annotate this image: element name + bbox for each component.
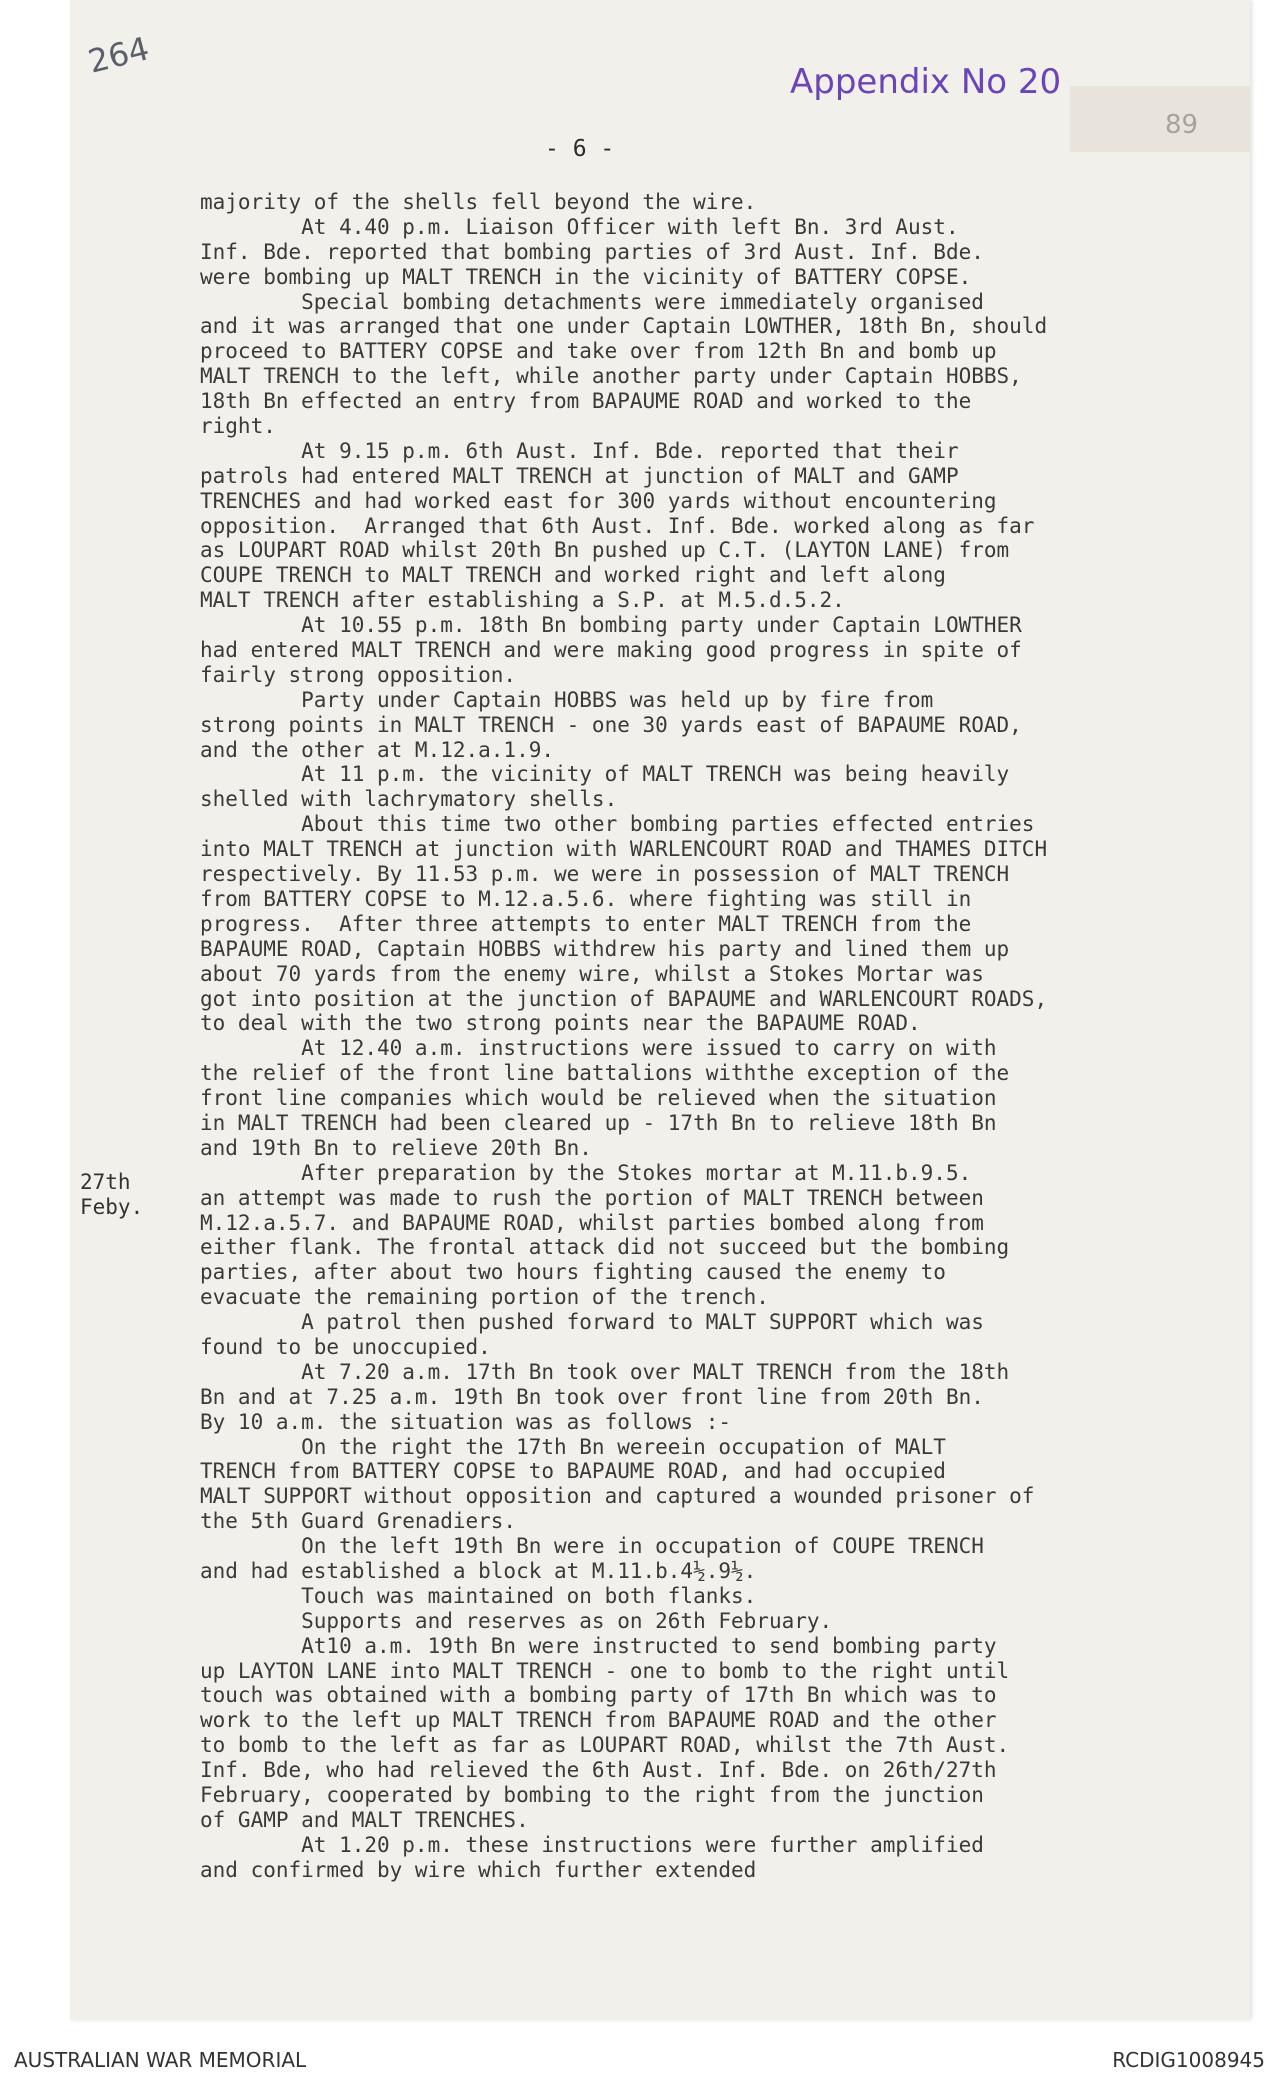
- text-line: parties, after about two hours fighting caused the enemy to: [200, 1260, 946, 1285]
- text-line: Touch was maintained on both flanks.: [200, 1583, 757, 1608]
- text-line: At10 a.m. 19th Bn were instructed to send bombing party: [200, 1633, 997, 1658]
- text-line: COUPE TRENCH to MALT TRENCH and worked right and left along: [200, 563, 946, 588]
- text-line: TRENCH from BATTERY COPSE to BAPAUME ROAD, and had occupied: [200, 1459, 946, 1484]
- text-line: proceed to BATTERY COPSE and take over from 12th Bn and bomb up: [200, 339, 997, 364]
- text-line: up LAYTON LANE into MALT TRENCH - one to bomb to the right until: [200, 1658, 1010, 1683]
- text-line: Inf. Bde. reported that bombing parties of 3rd Aust. Inf. Bde.: [200, 239, 984, 264]
- text-line: strong points in MALT TRENCH - one 30 yards east of BAPAUME ROAD,: [200, 712, 1022, 737]
- text-line: had entered MALT TRENCH and were making good progress in spite of: [200, 638, 1022, 663]
- text-line: Supports and reserves as on 26th February.: [200, 1608, 833, 1633]
- text-line: work to the left up MALT TRENCH from BAPAUME ROAD and the other: [200, 1708, 997, 1733]
- text-line: an attempt was made to rush the portion of MALT TRENCH between: [200, 1185, 984, 1210]
- text-line: respectively. By 11.53 p.m. we were in possession of MALT TRENCH: [200, 862, 1010, 887]
- text-line: M.12.a.5.7. and BAPAUME ROAD, whilst parties bombed along from: [200, 1210, 984, 1235]
- text-line: patrols had entered MALT TRENCH at junction of MALT and GAMP: [200, 463, 959, 488]
- text-line: and it was arranged that one under Captain LOWTHER, 18th Bn, should: [200, 314, 1048, 339]
- text-line: as LOUPART ROAD whilst 20th Bn pushed up C.T. (LAYTON LANE) from: [200, 538, 1010, 563]
- text-line: to deal with the two strong points near the BAPAUME ROAD.: [200, 1011, 921, 1036]
- text-line: found to be unoccupied.: [200, 1334, 491, 1359]
- text-line: front line companies which would be relieved when the situation: [200, 1086, 997, 1111]
- text-line: and 19th Bn to relieve 20th Bn.: [200, 1135, 592, 1160]
- corner-mark: 264: [84, 29, 153, 81]
- text-line: the 5th Guard Grenadiers.: [200, 1509, 517, 1534]
- text-line: TRENCHES and had worked east for 300 yards without encountering: [200, 488, 997, 513]
- footer: [0, 2048, 1283, 2078]
- text-line: Special bombing detachments were immediately organised: [200, 289, 984, 314]
- appendix-label: Appendix No 20: [790, 62, 1062, 102]
- text-line: MALT TRENCH to the left, while another party under Captain HOBBS,: [200, 364, 1022, 389]
- text-line: touch was obtained with a bombing party of 17th Bn which was to: [200, 1683, 997, 1708]
- text-line: Inf. Bde, who had relieved the 6th Aust. Inf. Bde. on 26th/27th: [200, 1758, 997, 1783]
- text-line: about 70 yards from the enemy wire, whilst a Stokes Mortar was: [200, 961, 984, 986]
- footer-id: RCDIG1008945: [1112, 2048, 1265, 2072]
- folio-number: 89: [1165, 110, 1199, 140]
- text-line: the relief of the front line battalions withthe exception of the: [200, 1061, 1010, 1086]
- margin-note-line: Feby.: [80, 1195, 144, 1219]
- text-line: got into position at the junction of BAPAUME and WARLENCOURT ROADS,: [200, 986, 1048, 1011]
- text-line: Bn and at 7.25 a.m. 19th Bn took over front line from 20th Bn.: [200, 1384, 984, 1409]
- page-number: - 6 -: [545, 136, 615, 162]
- text-line: 18th Bn effected an entry from BAPAUME ROAD and worked to the: [200, 389, 972, 414]
- text-line: into MALT TRENCH at junction with WARLENCOURT ROAD and THAMES DITCH: [200, 837, 1048, 862]
- text-line: and the other at M.12.a.1.9.: [200, 737, 555, 762]
- text-line: A patrol then pushed forward to MALT SUPPORT which was: [200, 1310, 984, 1335]
- typed-text-body: [200, 190, 1047, 1883]
- text-line: right.: [200, 414, 276, 439]
- text-line: At 9.15 p.m. 6th Aust. Inf. Bde. reported that their: [200, 438, 959, 463]
- text-line: At 11 p.m. the vicinity of MALT TRENCH was being heavily: [200, 762, 1010, 787]
- text-line: and confirmed by wire which further extended: [200, 1857, 757, 1882]
- margin-note-line: 27th: [80, 1170, 131, 1194]
- text-line: from BATTERY COPSE to M.12.a.5.6. where fighting was still in: [200, 886, 972, 911]
- text-line: either flank. The frontal attack did not succeed but the bombing: [200, 1235, 1010, 1260]
- text-line: MALT SUPPORT without opposition and captured a wounded prisoner of: [200, 1484, 1035, 1509]
- text-line: progress. After three attempts to enter MALT TRENCH from the: [200, 911, 972, 936]
- text-line: and had established a block at M.11.b.4½.9½.: [200, 1558, 757, 1583]
- text-line: of GAMP and MALT TRENCHES.: [200, 1807, 529, 1832]
- text-line: By 10 a.m. the situation was as follows :-: [200, 1409, 732, 1434]
- text-line: BAPAUME ROAD, Captain HOBBS withdrew his party and lined them up: [200, 936, 1010, 961]
- text-line: About this time two other bombing parties effected entries: [200, 812, 1035, 837]
- text-line: On the right the 17th Bn wereein occupation of MALT: [200, 1434, 946, 1459]
- text-line: At 12.40 a.m. instructions were issued to carry on with: [200, 1036, 997, 1061]
- text-line: At 7.20 a.m. 17th Bn took over MALT TRENCH from the 18th: [200, 1359, 1010, 1384]
- text-line: opposition. Arranged that 6th Aust. Inf. Bde. worked along as far: [200, 513, 1035, 538]
- text-line: February, cooperated by bombing to the right from the junction: [200, 1783, 984, 1807]
- text-line: to bomb to the left as far as LOUPART ROAD, whilst the 7th Aust.: [200, 1733, 1010, 1758]
- text-line: evacuate the remaining portion of the trench.: [200, 1285, 769, 1310]
- text-line: Party under Captain HOBBS was held up by fire from: [200, 687, 934, 712]
- footer-source: AUSTRALIAN WAR MEMORIAL: [14, 2048, 307, 2072]
- paper-corner-tab: [1070, 86, 1250, 152]
- text-line: fairly strong opposition.: [200, 662, 517, 687]
- text-line: shelled with lachrymatory shells.: [200, 787, 618, 812]
- text-line: majority of the shells fell beyond the wire.: [200, 190, 757, 214]
- text-line: At 1.20 p.m. these instructions were further amplified: [200, 1832, 984, 1857]
- text-line: in MALT TRENCH had been cleared up - 17th Bn to relieve 18th Bn: [200, 1110, 997, 1135]
- text-line: were bombing up MALT TRENCH in the vicinity of BATTERY COPSE.: [200, 264, 972, 289]
- text-line: MALT TRENCH after establishing a S.P. at M.5.d.5.2.: [200, 588, 845, 613]
- margin-date-note: [80, 1170, 143, 1220]
- text-line: On the left 19th Bn were in occupation of COUPE TRENCH: [200, 1534, 984, 1559]
- text-line: At 10.55 p.m. 18th Bn bombing party under Captain LOWTHER: [200, 613, 1022, 638]
- text-line: After preparation by the Stokes mortar at M.11.b.9.5.: [200, 1160, 972, 1185]
- text-line: At 4.40 p.m. Liaison Officer with left Bn. 3rd Aust.: [200, 214, 959, 239]
